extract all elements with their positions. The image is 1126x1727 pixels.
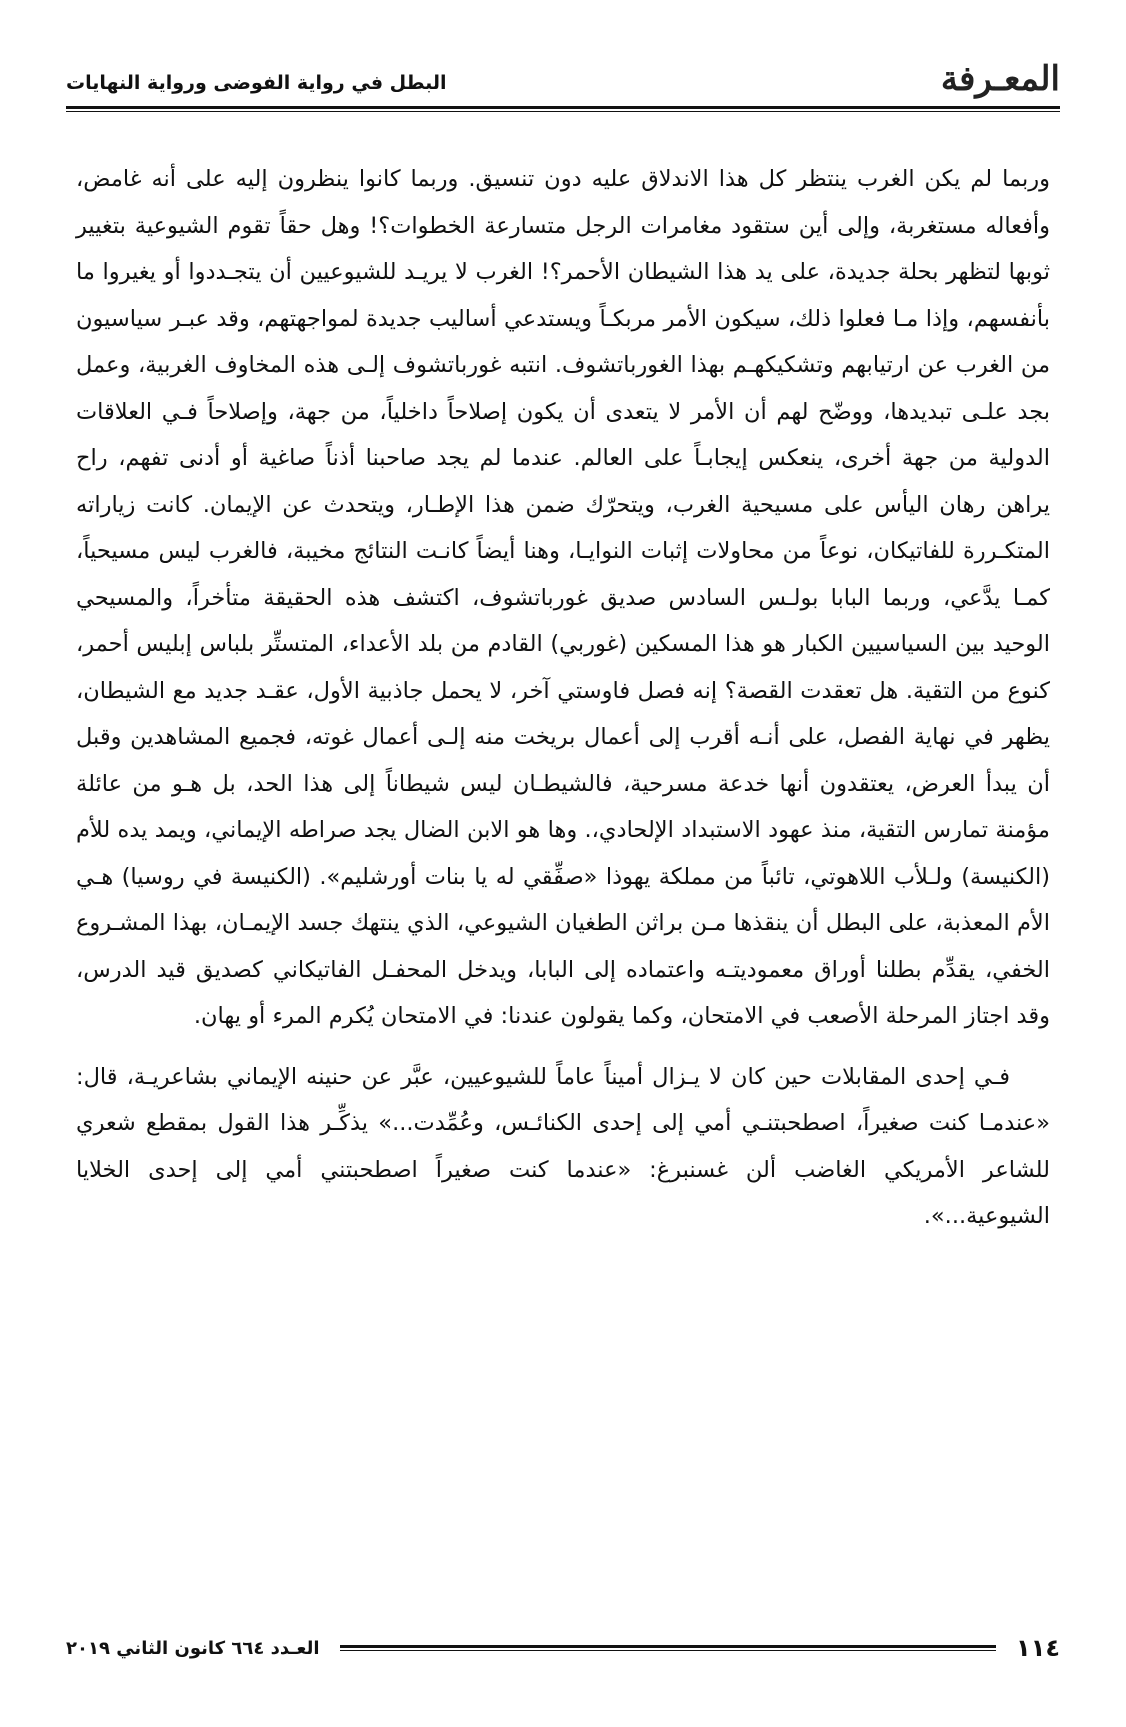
footer-divider [340,1645,997,1651]
page-number: ١١٤ [1016,1634,1060,1662]
page-header [66,48,1060,106]
paragraph: فـي إحدى المقابلات حين كان لا يـزال أميناً عاماً للشيوعيين، عبَّر عن حنينه الإيماني بشاعريـة، قال: «عندمـا كنت صغيراً، اصطحبتنـي أمي إلى إحدى الكنائـس، وعُمِّدت...» يذكِّـر هذا القول بمقطع شعري للشاعر الأمريكي الغاضب ألن غسنبرغ: «عندما كنت صغيراً اصطحبتني أمي إلى إحدى الخلايا الشيوعية...». [76,1063,1050,1229]
article-body [76,156,1050,1240]
magazine-logo: المعـرفة [940,59,1060,99]
header-divider [66,106,1060,112]
issue-info: العـدد ٦٦٤ كانون الثاني ٢٠١٩ [66,1637,320,1659]
running-title: البطل في رواية الفوضى ورواية النهايات [66,72,447,94]
page-footer [66,1628,1060,1668]
paragraph: وربما لم يكن الغرب ينتظر كل هذا الاندلاق عليه دون تنسيق. وربما كانوا ينظرون إليه على أنه غامض، وأفعاله مستغربة، وإلى أين ستقود مغامرات الرجل متسارعة الخطوات؟! وهل حقاً تقوم الشيوعية بتغيير ثوبها لتظهر بحلة جديدة، على يد هذا الشيطان الأحمر؟! الغرب لا يريـد للشيوعيين أن يتجـددوا أو يغيروا ما بأنفسهم، وإذا مـا فعلوا ذلك، سيكون الأمر مربكـاً ويستدعي أساليب جديدة لمواجهتهم، وقد عبـر سياسيون من الغرب عن ارتيابهم وتشكيكهـم بهذا الغورباتشوف. انتبه غورباتشوف إلـى هذه المخاوف الغربية، وعمل بجد علـى تبديدها، ووضّح لهم أن الأمر لا يتعدى أن يكون إصلاحاً داخلياً، من جهة، وإصلاحاً فـي العلاقات الدولية من جهة أخرى، ينعكس إيجابـاً على العالم. عندما لم يجد صاحبنا أذناً صاغية أو أدنى تفهم، راح يراهن رهان اليأس على مسيحية الغرب، ويتحرّك ضمن هذا الإطـار، ويتحدث عن الإيمان. كانت زياراته المتكـررة للفاتيكان، نوعاً من محاولات إثبات النوايـا، وهنا أيضاً كانـت النتائج مخيبة، فالغرب ليس مسيحياً، كمـا يدَّعي، وربما البابا بولـس السادس صديق غورباتشوف، اكتشف هذه الحقيقة متأخراً، والمسيحي الوحيد بين السياسيين الكبار هو هذا المسكين (غوربي) القادم من بلد الأعداء، المتستِّر بلباس إبليس أحمر، كنوع من التقية. هل تعقدت القصة؟ إنه فصل فاوستي آخر، لا يحمل جاذبية الأول، عقـد جديد مع الشيطان، يظهر في نهاية الفصل، على أنـه أقرب إلى أعمال بريخت منه إلـى أعمال غوته، فجميع المشاهدين وقبل أن يبدأ العرض، يعتقدون أنها خدعة مسرحية، فالشيطـان ليس شيطاناً إلى هذا الحد، بل هـو من عائلة مؤمنة تمارس التقية، منذ عهود الاستبداد الإلحادي،. وها هو الابن الضال يجد صراطه الإيماني، ويمد يده للأم (الكنيسة) ولـلأب اللاهوتي، تائباً من مملكة يهوذا «صفِّقي له يا بنات أورشليم». (الكنيسة في روسيا) هـي الأم المعذبة، على البطل أن ينقذها مـن براثن الطغيان الشيوعي، الذي ينتهك جسد الإيمـان، بهذا المشـروع الخفي، يقدِّم بطلنا أوراق معموديتـه واعتماده إلى البابا، ويدخل المحفـل الفاتيكاني كصديق قيد الدرس، وقد اجتاز المرحلة الأصعب في الامتحان، وكما يقولون عندنا: في الامتحان يُكرم المرء أو يهان. [76,166,1050,1029]
